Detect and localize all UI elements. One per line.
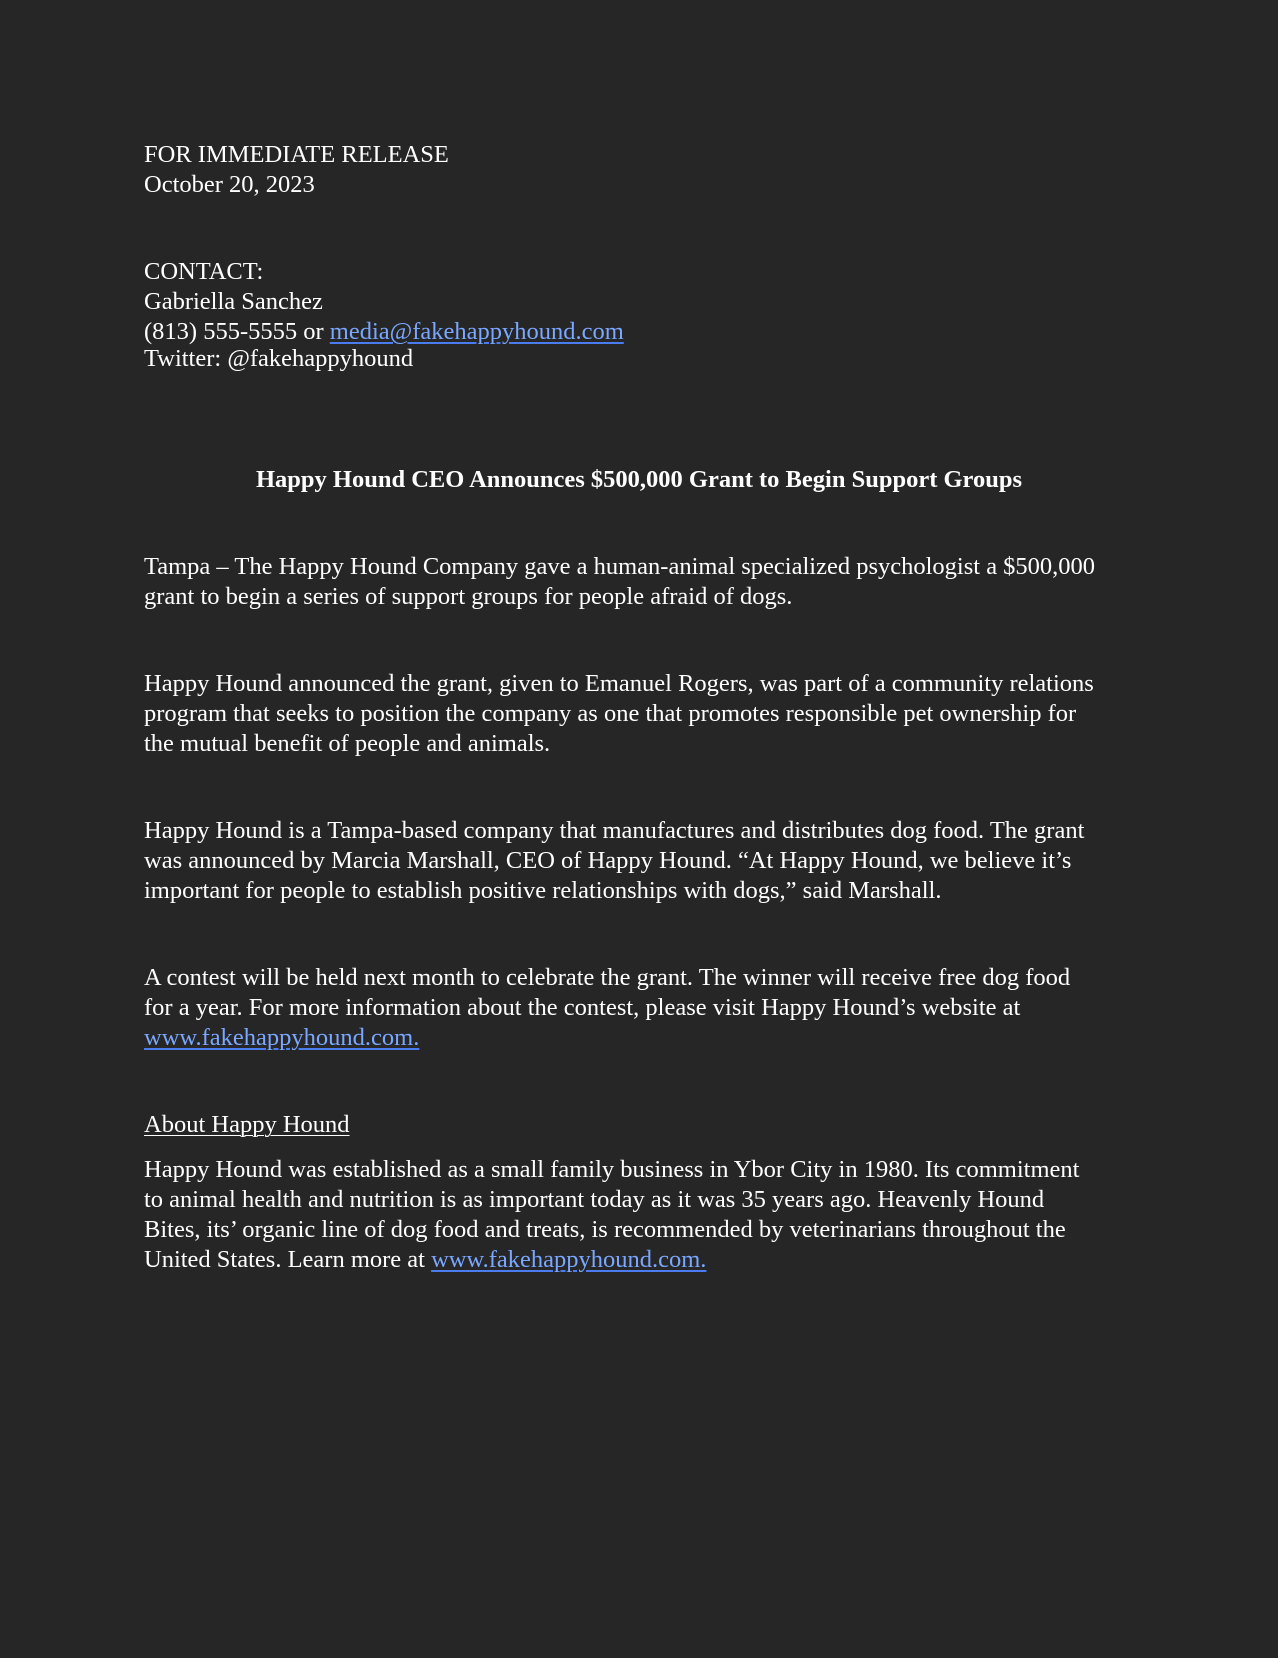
about-line-1: Happy Hound was established as a small family business in Ybor City in 1980. Its commitment [144,1156,1080,1183]
contact-phone: (813) 555-5555 or [144,318,330,345]
paragraph-3-line-3: important for people to establish positive relationships with dogs,” said Marshall. [144,877,942,904]
about-line-3: Bites, its’ organic line of dog food and treats, is recommended by veterinarians throughout the [144,1216,1066,1243]
paragraph-4-line-2: for a year. For more information about the contest, please visit Happy Hound’s website at [144,994,1021,1021]
paragraph-4-line-1: A contest will be held next month to celebrate the grant. The winner will receive free dog food [144,964,1071,991]
contact-email-link[interactable]: media@fakehappyhound.com [329,318,624,345]
paragraph-1-line-1: Tampa – The Happy Hound Company gave a human-animal specialized psychologist a $500,000 [144,553,1096,580]
release-label: FOR IMMEDIATE RELEASE [144,141,449,168]
contact-twitter: Twitter: @fakehappyhound [144,345,414,372]
paragraph-2 [144,669,1144,759]
paragraph-4 [144,963,1144,1053]
about-paragraph [144,1155,1144,1275]
website-link-contest[interactable]: www.fakehappyhound.com. [144,1024,420,1051]
paragraph-4-link-line [144,1023,1144,1053]
release-header [144,140,1144,200]
release-date: October 20, 2023 [144,171,315,198]
about-line-4-text: United States. Learn more at [144,1246,432,1273]
about-heading [144,1110,1144,1140]
contact-phone-line [144,317,1144,347]
about-line-2: to animal health and nutrition is as important today as it was 35 years ago. Heavenly Hound [144,1186,1045,1213]
paragraph-2-line-1: Happy Hound announced the grant, given to Emanuel Rogers, was part of a community relations [144,670,1094,697]
website-link-about[interactable]: www.fakehappyhound.com. [431,1246,707,1273]
about-line-4 [144,1245,1144,1275]
paragraph-3 [144,816,1144,906]
paragraph-1-line-2: grant to begin a series of support groups for people afraid of dogs. [144,583,793,610]
about-heading-text: About Happy Hound [144,1111,350,1138]
contact-label: CONTACT: [144,258,264,285]
paragraph-2-line-3: the mutual benefit of people and animals. [144,730,551,757]
paragraph-2-line-2: program that seeks to position the company as one that promotes responsible pet ownership for [144,700,1077,727]
paragraph-3-line-1: Happy Hound is a Tampa-based company that manufactures and distributes dog food. The grant [144,817,1085,844]
paragraph-3-line-2: was announced by Marcia Marshall, CEO of Happy Hound. “At Happy Hound, we believe it’s [144,847,1072,874]
headline: Happy Hound CEO Announces $500,000 Grant to Begin Support Groups [255,466,1023,493]
contact-name: Gabriella Sanchez [144,288,323,315]
paragraph-1 [144,552,1144,612]
contact-block [144,257,1144,374]
